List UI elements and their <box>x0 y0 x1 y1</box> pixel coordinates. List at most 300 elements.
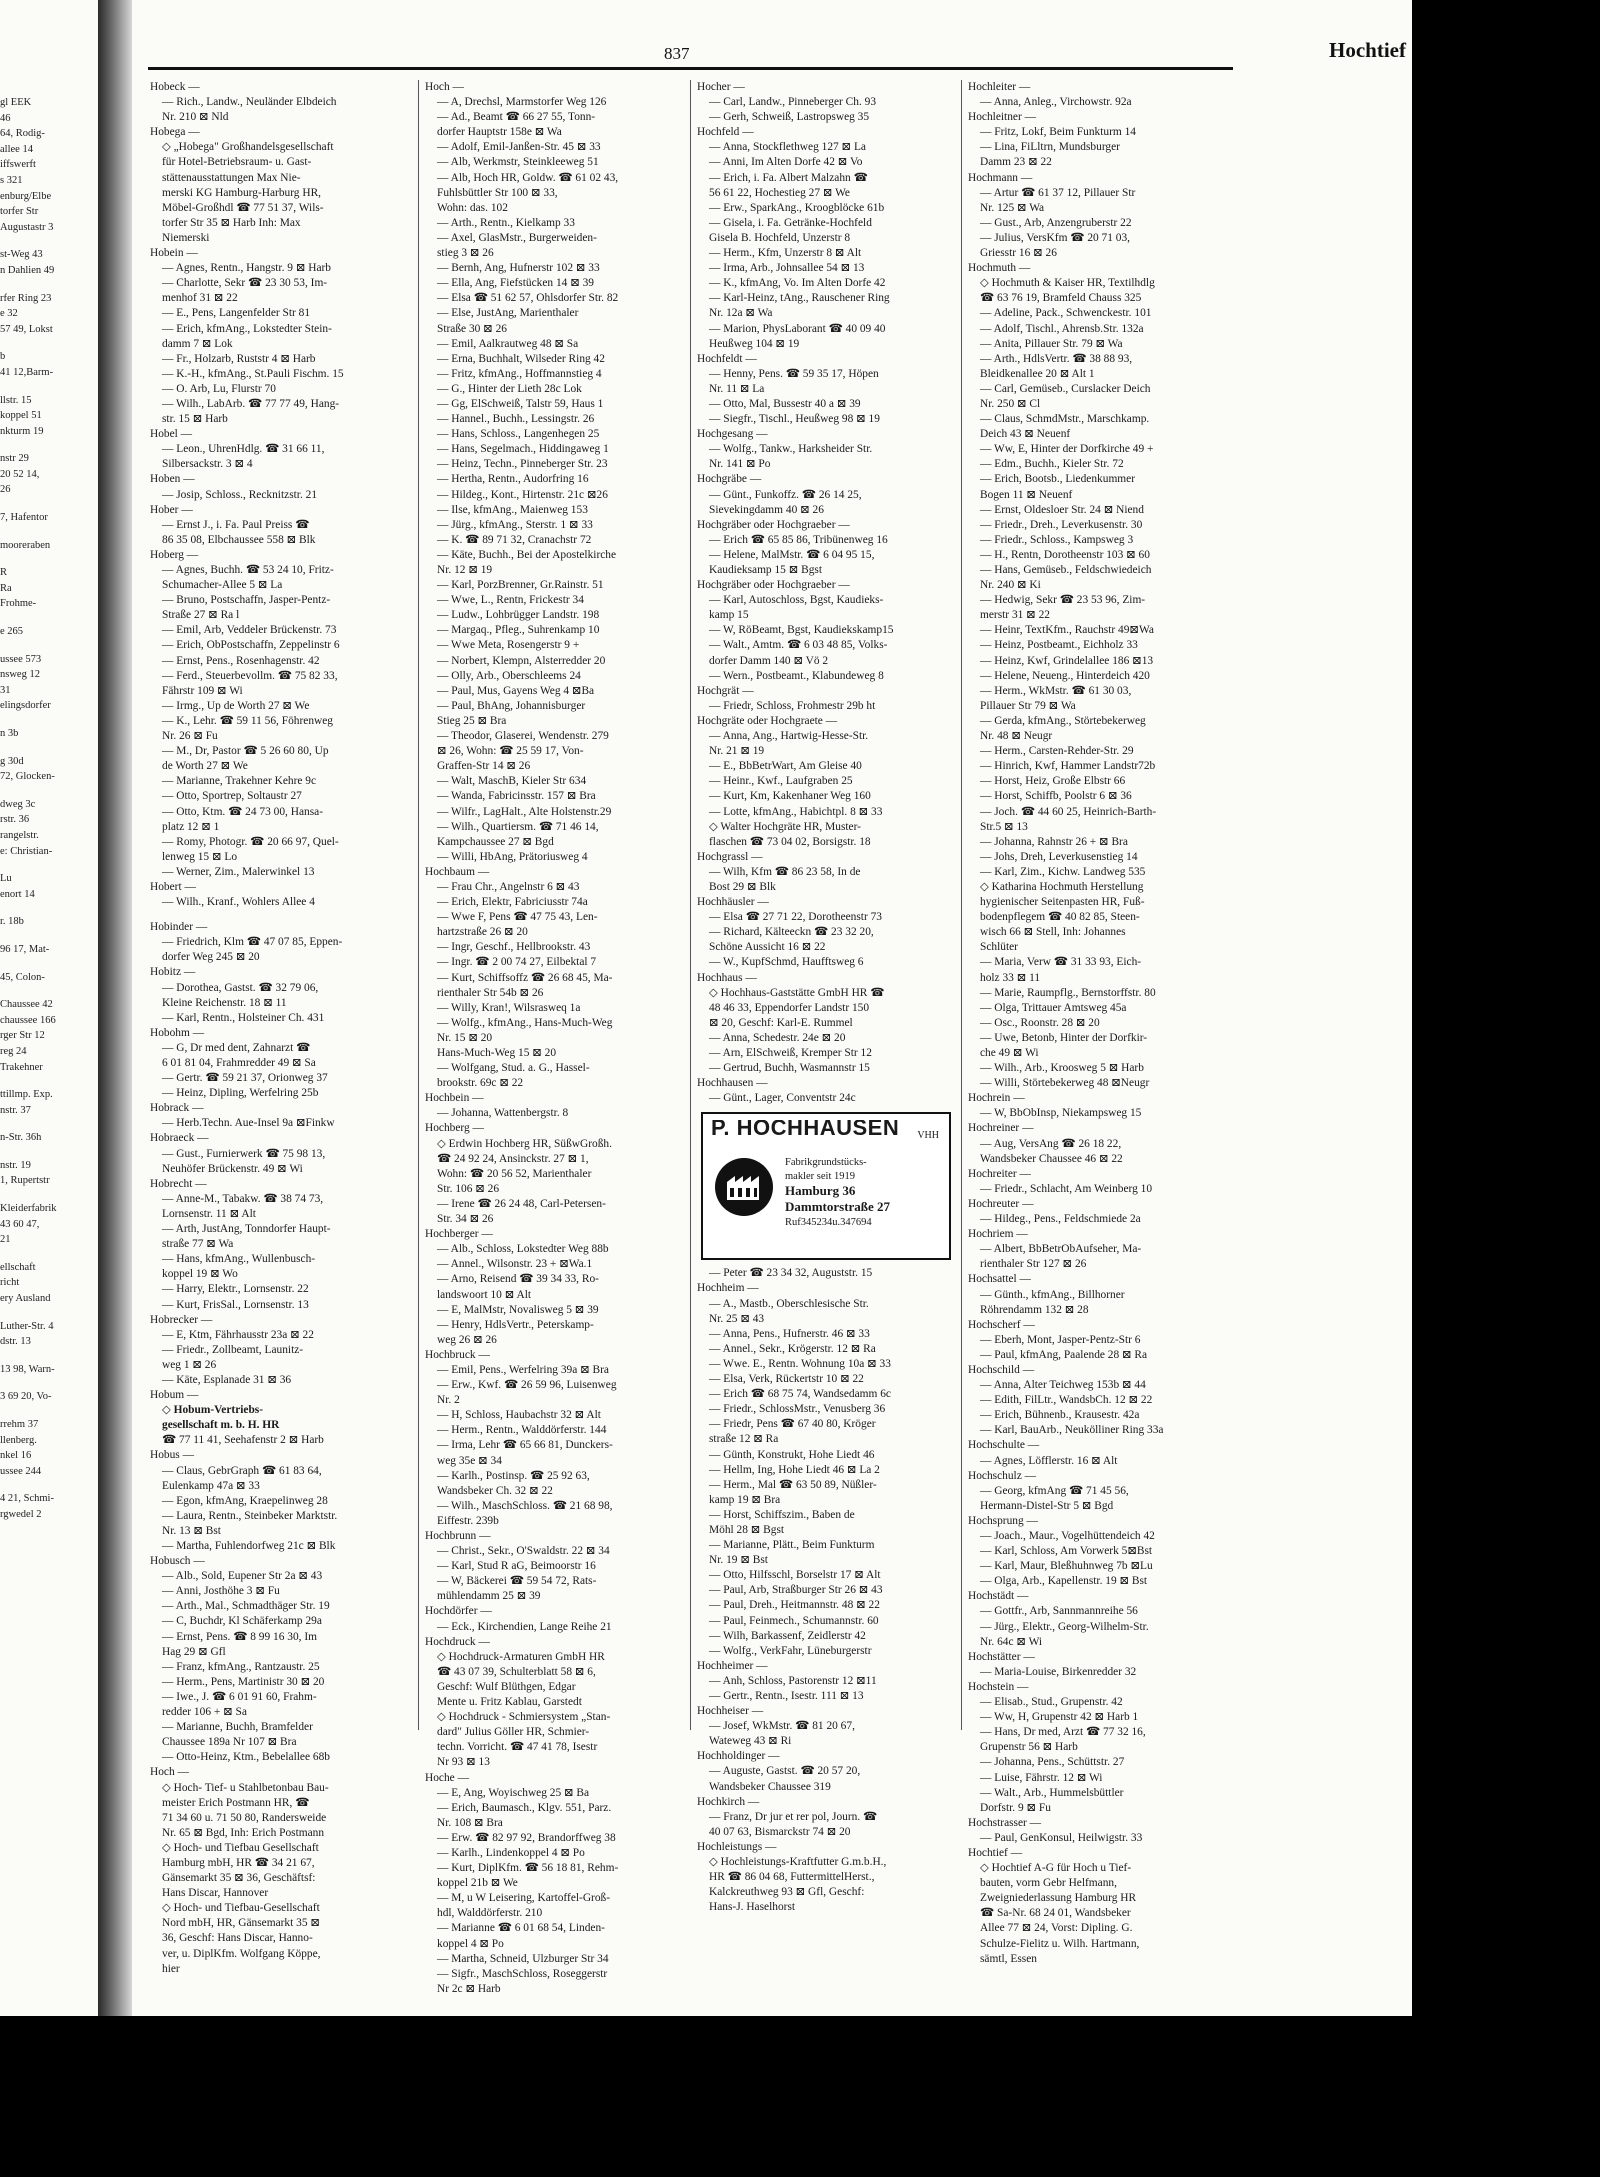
directory-entry: — Aug, VersAng ☎ 26 18 22, <box>980 1137 1122 1150</box>
directory-entry: — Wilfr., LagHalt., Alte Holstenstr.29 <box>437 805 612 818</box>
directory-entry: — Joach., Maur., Vogelhüttendeich 42 <box>980 1530 1155 1542</box>
left-page-line: 20 52 14, <box>0 468 40 480</box>
left-page-line <box>0 439 96 451</box>
left-page-line: 41 12,Barm- <box>0 366 54 378</box>
directory-entry: Allee 77 ⊠ 24, Vorst: Dipling. G. <box>980 1922 1133 1935</box>
directory-entry: ◇ Erdwin Hochberg HR, SüßwGroßh. <box>437 1137 612 1150</box>
spacer <box>150 910 412 920</box>
left-page-line: e 32 <box>0 308 18 320</box>
directory-entry: — Carl, Gemüseb., Curslacker Deich <box>980 382 1151 395</box>
directory-entry: Wateweg 43 ⊠ Ri <box>709 1735 792 1748</box>
directory-entry: — Adolf, Emil-Janßen-Str. 45 ⊠ 33 <box>437 141 601 154</box>
directory-entry: — M., Dr, Pastor ☎ 5 26 60 80, Up <box>162 745 329 758</box>
left-page-line <box>0 859 96 871</box>
directory-entry: ◇ Walter Hochgräte HR, Muster- <box>709 820 861 833</box>
directory-entry: — Ernst, Pens. ☎ 8 99 16 30, Im <box>162 1630 317 1643</box>
left-page-line: enort 14 <box>0 888 35 900</box>
directory-entry: — Friedr., Schlacht, Am Weinberg 10 <box>980 1182 1153 1195</box>
directory-entry: Nr. 48 ⊠ Neugr <box>980 730 1053 743</box>
directory-entry: — Jürg., Elektr., Georg-Wilhelm-Str. <box>980 1620 1149 1633</box>
directory-entry: — Friedr., Schloss., Kampsweg 3 <box>980 533 1134 546</box>
directory-entry: — Karl, Rentn., Holsteiner Ch. 431 <box>162 1011 325 1024</box>
surname-heading: Hochstrasser — <box>968 1816 1042 1829</box>
directory-entry: — Anna, Anleg., Virchowstr. 92a <box>980 96 1132 109</box>
directory-entry: — Helene, Neueng., Hinterdeich 420 <box>980 669 1150 682</box>
directory-entry: Nr. 25 ⊠ 43 <box>709 1312 765 1325</box>
directory-entry: — Theodor, Glaserei, Wendenstr. 279 <box>437 730 609 743</box>
directory-entry: meister Erich Postmann HR, ☎ <box>162 1796 310 1809</box>
directory-entry: — Wilh., Kranf., Wohlers Allee 4 <box>162 896 315 909</box>
directory-entry: — Arth., Rentn., Kielkamp 33 <box>437 216 575 229</box>
left-page-line: 31 <box>0 684 11 696</box>
directory-entry: 6 01 81 04, Frahmredder 49 ⊠ Sa <box>162 1057 316 1069</box>
left-page-line: Augustastr 3 <box>0 221 54 233</box>
directory-entry: — Christ., Sekr., O'Swaldstr. 22 ⊠ 34 <box>437 1545 610 1558</box>
directory-entry: Möhl 28 ⊠ Bgst <box>709 1523 785 1536</box>
directory-entry: — Gertr., Rentn., Isestr. 111 ⊠ 13 <box>709 1690 864 1702</box>
directory-entry: Nr. 64c ⊠ Wi <box>980 1635 1043 1648</box>
directory-entry: — Ernst J., i. Fa. Paul Preiss ☎ <box>162 518 310 531</box>
surname-heading: Hoch — <box>425 81 464 93</box>
surname-heading: Hochschild — <box>968 1363 1035 1376</box>
directory-entry: — Agnes, Löfflerstr. 16 ⊠ Alt <box>980 1454 1118 1467</box>
directory-entry: — Uwe, Betonb, Hinter der Dorfkir- <box>980 1031 1148 1044</box>
directory-entry: Nord mbH, HR, Gänsemarkt 35 ⊠ <box>162 1917 320 1930</box>
directory-entry: — Marianne, Trakehner Kehre 9c <box>162 775 317 788</box>
surname-heading: Hochgräber oder Hochgraeber — <box>697 579 850 592</box>
surname-heading: Hobinder — <box>150 921 208 934</box>
left-page-line <box>0 1350 96 1362</box>
directory-entry: — Ingr, Geschf., Hellbrookstr. 43 <box>437 941 591 954</box>
left-page-line <box>0 714 96 726</box>
directory-entry: Röhrendamm 132 ⊠ 28 <box>980 1303 1089 1316</box>
directory-entry: — Eck., Kirchendien, Lange Reihe 21 <box>437 1620 612 1633</box>
surname-heading: Hobel — <box>150 428 193 441</box>
directory-entry: — Karlh., Postinsp. ☎ 25 92 63, <box>437 1469 590 1482</box>
directory-entry: ◇ Hoch- und Tiefbau Gesellschaft <box>162 1841 319 1854</box>
directory-entry: — Emil, Aalkrautweg 48 ⊠ Sa <box>437 337 579 350</box>
directory-entry: — Erich, Baumasch., Klgv. 551, Parz. <box>437 1801 612 1814</box>
surname-heading: Hobrecht — <box>150 1177 207 1190</box>
directory-entry: — Herm., Carsten-Rehder-Str. 29 <box>980 745 1134 758</box>
directory-entry: — Norbert, Klempn, Alsterredder 20 <box>437 654 606 667</box>
left-page-line: Lu <box>0 873 12 885</box>
directory-entry: Str. 34 ⊠ 26 <box>437 1213 494 1226</box>
directory-entry: — Karl, PorzBrenner, Gr.Rainstr. 51 <box>437 579 604 592</box>
surname-heading: Hochdörfer — <box>425 1605 492 1618</box>
directory-entry: — Bernh, Ang, Hufnerstr 102 ⊠ 33 <box>437 262 600 275</box>
left-page-line <box>0 958 96 970</box>
directory-entry: — Arth., Mal., Schmadthäger Str. 19 <box>162 1600 330 1613</box>
ad-phone: Ruf345234u.347694 <box>785 1217 872 1229</box>
directory-entry: ⊠ 20, Geschf: Karl-E. Rummel <box>709 1016 853 1029</box>
left-page-line: nstr. 37 <box>0 1104 31 1116</box>
left-page-line: ery Ausland <box>0 1293 51 1305</box>
left-page-line: 64, Rodig- <box>0 128 45 140</box>
directory-entry: — Wwe Meta, Rosengerstr 9 + <box>437 639 580 652</box>
directory-entry: ◇ Katharina Hochmuth Herstellung <box>980 880 1144 893</box>
directory-entry: — O. Arb, Lu, Flurstr 70 <box>162 382 276 395</box>
directory-entry: — Axel, GlasMstr., Burgerweiden- <box>437 231 597 244</box>
directory-entry: — Eberh, Mont, Jasper-Pentz-Str 6 <box>980 1333 1141 1346</box>
directory-entry: wisch 66 ⊠ Stell, Inh: Johannes <box>980 926 1126 939</box>
directory-entry: — Ad., Beamt ☎ 66 27 55, Tonn- <box>437 111 596 124</box>
directory-entry: — Ferd., Steuerbevollm. ☎ 75 82 33, <box>162 669 338 682</box>
directory-entry: platz 12 ⊠ 1 <box>162 820 220 833</box>
left-page-line: s 321 <box>0 174 23 186</box>
left-page-line: llenberg. <box>0 1434 37 1446</box>
directory-entry: — Georg, kfmAng ☎ 71 45 56, <box>980 1484 1129 1497</box>
directory-entry: Straße 30 ⊠ 26 <box>437 322 507 335</box>
directory-column-3 <box>697 80 959 1915</box>
surname-heading: Hochhäusler — <box>697 896 769 909</box>
directory-entry: — Ilse, kfmAng., Maienweg 153 <box>437 503 588 516</box>
directory-entry: — C, Buchdr, Kl Schäferkamp 29a <box>162 1615 322 1628</box>
directory-entry: Nr. 12 ⊠ 19 <box>437 564 493 576</box>
left-page-line: n-Str. 36h <box>0 1132 42 1144</box>
directory-entry: — Karl, BauArb., Neukölliner Ring 33a <box>980 1424 1164 1437</box>
directory-entry: Nr. 240 ⊠ Ki <box>980 579 1041 592</box>
directory-entry: — Irene ☎ 26 24 48, Carl-Petersen- <box>437 1197 606 1210</box>
directory-entry: — Gottfr., Arb, Sannmannreihe 56 <box>980 1605 1138 1618</box>
directory-entry: ◇ Hochdruck-Armaturen GmbH HR <box>437 1650 605 1663</box>
directory-entry: — K., kfmAng, Vo. Im Alten Dorfe 42 <box>709 277 886 290</box>
directory-entry: menhof 31 ⊠ 22 <box>162 292 238 305</box>
surname-heading: Hobrack — <box>150 1102 204 1115</box>
directory-entry: — Annel., Sekr., Krögerstr. 12 ⊠ Ra <box>709 1342 876 1355</box>
directory-entry: Kampchaussee 27 ⊠ Bgd <box>437 835 554 848</box>
directory-entry: — G, Dr med dent, Zahnarzt ☎ <box>162 1041 311 1054</box>
left-page-line: iffswerft <box>0 159 36 171</box>
directory-entry: ◇ Hoch- Tief- u Stahlbetonbau Bau- <box>162 1781 329 1794</box>
left-page-line: 21 <box>0 1234 11 1246</box>
directory-column-1 <box>150 80 412 1977</box>
directory-entry: — Charlotte, Sekr ☎ 23 30 53, Im- <box>162 277 328 290</box>
surname-heading: Hochstätter — <box>968 1650 1035 1663</box>
directory-entry: hygienischer Seitenpasten HR, Fuß- <box>980 896 1145 909</box>
directory-entry: — Auguste, Gastst. ☎ 20 57 20, <box>709 1765 861 1778</box>
directory-entry: — Elsa, Verk, Rückertstr 10 ⊠ 22 <box>709 1373 864 1386</box>
directory-entry: 71 34 60 u. 71 50 80, Randersweide <box>162 1811 327 1824</box>
directory-entry: ◇ Hochdruck - Schmiersystem „Stan- <box>437 1711 611 1724</box>
surname-heading: Hochstein — <box>968 1680 1029 1693</box>
directory-entry: — Wilh, Barkassenf, Zeidlerstr 42 <box>709 1629 866 1642</box>
directory-entry: — Wolfg., VerkFahr, Lüneburgerstr <box>709 1644 872 1657</box>
directory-entry: — Erw., Kwf. ☎ 26 59 96, Luisenweg <box>437 1379 617 1392</box>
directory-entry: — Josef, WkMstr. ☎ 81 20 67, <box>709 1720 855 1733</box>
directory-entry: — Erich, Bühnenb., Krausestr. 42a <box>980 1409 1140 1422</box>
directory-entry: — Hinrich, Kwf, Hammer Landstr72b <box>980 760 1156 773</box>
left-page-line: mooreraben <box>0 539 51 551</box>
directory-entry: — Erich, i. Fa. Albert Malzahn ☎ <box>709 171 868 184</box>
directory-entry: — H, Schloss, Haubachstr 32 ⊠ Alt <box>437 1409 601 1422</box>
left-page-line: rgwedel 2 <box>0 1508 42 1520</box>
directory-entry: — Friedr., Zollbeamt, Launitz- <box>162 1343 304 1356</box>
directory-entry: — Anna, Ang., Hartwig-Hesse-Str. <box>709 730 869 743</box>
ad-line-1: Fabrikgrundstücks- <box>785 1157 867 1169</box>
surname-heading: Hochhausen — <box>697 1077 768 1090</box>
left-page-line <box>0 902 96 914</box>
directory-entry: che 49 ⊠ Wi <box>980 1047 1039 1059</box>
ad-company-name: P. HOCHHAUSEN <box>711 1120 900 1136</box>
left-page-line: n Dahlien 49 <box>0 264 55 276</box>
directory-entry: — Otto, Mal, Bussestr 40 a ⊠ 39 <box>709 397 861 410</box>
left-page-line: 7, Hafentor <box>0 512 48 524</box>
left-page-line: nstr 29 <box>0 453 29 465</box>
directory-entry: — Horst, Heiz, Große Elbstr 66 <box>980 775 1126 788</box>
directory-entry: — Heinz, Postbeamt., Eichholz 33 <box>980 639 1138 652</box>
directory-entry: — Herm., Kfm, Unzerstr 8 ⊠ Alt <box>709 247 862 260</box>
directory-entry: Heußweg 104 ⊠ 19 <box>709 337 800 350</box>
directory-entry: — Wern., Postbeamt., Klabundeweg 8 <box>709 669 884 682</box>
directory-entry: — Wilh., LabArb. ☎ 77 77 49, Hang- <box>162 397 340 410</box>
left-page-line: nsweg 12 <box>0 669 40 681</box>
surname-heading: Hochriem — <box>968 1228 1028 1241</box>
surname-heading: Hochhaus — <box>697 971 757 984</box>
directory-entry: — Adeline, Pack., Schwenckestr. 101 <box>980 307 1152 320</box>
directory-entry: 86 35 08, Elbchaussee 558 ⊠ Blk <box>162 533 316 546</box>
directory-entry: stieg 3 ⊠ 26 <box>437 247 494 260</box>
surname-heading: Hochgräbe — <box>697 473 762 486</box>
company-entry-bold: ◇ Hobum-Vertriebs- <box>162 1404 264 1417</box>
directory-entry: — Irma, Arb., Johnsallee 54 ⊠ 13 <box>709 262 865 275</box>
directory-entry: dard" Julius Göller HR, Schmier- <box>437 1726 590 1739</box>
left-page-line <box>0 612 96 624</box>
directory-entry: — Anna, Alter Teichweg 153b ⊠ 44 <box>980 1379 1146 1392</box>
directory-entry: — Wanda, Fabricinsstr. 157 ⊠ Bra <box>437 790 596 803</box>
company-entry-bold: gesellschaft m. b. H. HR <box>162 1419 280 1432</box>
directory-entry: — Maria, Verw ☎ 31 33 93, Eich- <box>980 956 1142 969</box>
scan-border-bottom <box>0 2016 1600 2177</box>
left-page-line <box>0 235 96 247</box>
directory-entry: — Günt., Lager, Conventstr 24c <box>709 1092 856 1105</box>
directory-entry: — Annel., Wilsonstr. 23 + ⊠Wa.1 <box>437 1258 593 1271</box>
surname-heading: Hochreiner — <box>968 1122 1034 1135</box>
directory-entry: — Julius, VersKfm ☎ 20 71 03, <box>980 231 1131 244</box>
directory-entry: — Wilh., Quartiersm. ☎ 71 46 14, <box>437 820 599 833</box>
directory-entry: — Gust., Furnierwerk ☎ 75 98 13, <box>162 1147 326 1160</box>
surname-heading: Hochfeld — <box>697 126 754 139</box>
directory-entry: — Erich, Bootsb., Liedenkummer <box>980 473 1136 486</box>
left-page-line <box>0 640 96 652</box>
directory-entry: — Hannel., Buchh., Lessingstr. 26 <box>437 413 595 426</box>
directory-entry: — Luise, Fährstr. 12 ⊠ Wi <box>980 1771 1103 1784</box>
left-page-line <box>0 1377 96 1389</box>
directory-entry: Eulenkamp 47a ⊠ 33 <box>162 1479 260 1492</box>
directory-entry: — Anita, Pillauer Str. 79 ⊠ Wa <box>980 337 1123 350</box>
left-page-line: elingsdorfer <box>0 700 51 712</box>
directory-entry: — Wolfgang, Stud. a. G., Hassel- <box>437 1062 590 1075</box>
directory-entry: — Maria-Louise, Birkenredder 32 <box>980 1665 1137 1678</box>
directory-entry: Str.5 ⊠ 13 <box>980 820 1028 833</box>
directory-entry: — Anni, Josthöhe 3 ⊠ Fu <box>162 1585 280 1598</box>
left-page-line: rangelstr. <box>0 829 39 841</box>
directory-entry: — Bruno, Postschaffn, Jasper-Pentz- <box>162 594 331 607</box>
left-page-line <box>0 1189 96 1201</box>
directory-entry: — Olga, Arb., Kapellenstr. 19 ⊠ Bst <box>980 1575 1148 1588</box>
directory-entry: — W, RöBeamt, Bgst, Kaudiekskamp15 <box>709 624 894 637</box>
left-page-line: e 265 <box>0 626 24 638</box>
directory-entry: — Alb., Sold, Eupener Str 2a ⊠ 43 <box>162 1570 323 1583</box>
directory-entry: — Josip, Schloss., Recknitzstr. 21 <box>162 488 318 501</box>
directory-entry: — Marianne, Plätt., Beim Funkturm <box>709 1539 875 1552</box>
left-page-line <box>0 553 96 565</box>
left-page-line: 72, Glocken- <box>0 771 55 783</box>
surname-heading: Hochgräte oder Hochgraete — <box>697 714 838 727</box>
directory-entry: — Karl, Stud R aG, Beimoorstr 16 <box>437 1560 596 1573</box>
directory-entry: Nr. 108 ⊠ Bra <box>437 1816 503 1829</box>
surname-heading: Hochmuth — <box>968 262 1031 275</box>
directory-entry: 36, Geschf: Hans Discar, Hanno- <box>162 1932 313 1945</box>
directory-entry: — Joch. ☎ 44 60 25, Heinrich-Barth- <box>980 805 1157 818</box>
left-page-line: 96 17, Mat- <box>0 943 50 955</box>
directory-entry: HR ☎ 86 04 68, FuttermittelHerst., <box>709 1871 875 1884</box>
directory-entry: — Irmg., Up de Worth 27 ⊠ We <box>162 699 310 712</box>
directory-entry: Nr 93 ⊠ 13 <box>437 1756 490 1769</box>
directory-entry: — Wwe, L., Rentn, Frickestr 34 <box>437 594 584 607</box>
directory-entry: — Johanna, Wattenbergstr. 8 <box>437 1107 569 1120</box>
left-page-line: nstr. 19 <box>0 1159 31 1171</box>
directory-entry: — Laura, Rentn., Steinbeker Marktstr. <box>162 1509 338 1522</box>
surname-heading: Hochkirch — <box>697 1795 760 1808</box>
surname-heading: Hobert — <box>150 880 196 893</box>
directory-entry: — Edith, FilLtr., WandsbCh. 12 ⊠ 22 <box>980 1394 1153 1407</box>
directory-entry: sämtl, Essen <box>980 1952 1037 1965</box>
directory-entry: — Emil, Arb, Veddeler Brückenstr. 73 <box>162 624 337 637</box>
surname-heading: Hochstädt — <box>968 1590 1029 1603</box>
directory-entry: — Karl-Heinz, tAng., Rauschener Ring <box>709 292 890 305</box>
directory-entry: 48 46 33, Eppendorfer Landstr 150 <box>709 1001 870 1014</box>
directory-entry: — Heinz, Dipling, Werfelring 25b <box>162 1087 319 1100</box>
directory-entry: koppel 21b ⊠ We <box>437 1877 518 1890</box>
directory-entry: — Alb, Werkmstr, Steinkleeweg 51 <box>437 156 599 169</box>
directory-entry: ☎ Sa-Nr. 68 24 01, Wandsbeker <box>980 1907 1131 1920</box>
left-page-line: ellschaft <box>0 1261 36 1273</box>
directory-entry: — Horst, Schiffb, Poolstr 6 ⊠ 36 <box>980 790 1132 803</box>
directory-entry: Straße 27 ⊠ Ra l <box>162 609 240 622</box>
directory-entry: — Erna, Buchhalt, Wilseder Ring 42 <box>437 352 605 365</box>
directory-entry: — Gisela, i. Fa. Getränke-Hochfeld <box>709 216 872 229</box>
directory-entry: — Hildeg., Pens., Feldschmiede 2a <box>980 1213 1141 1226</box>
directory-entry: — Anni, Im Alten Dorfe 42 ⊠ Vo <box>709 156 863 169</box>
directory-entry: — Kurt, DiplKfm. ☎ 56 18 81, Rehm- <box>437 1862 619 1875</box>
surname-heading: Hochtief — <box>968 1846 1023 1859</box>
directory-entry: — Claus, SchmdMstr., Marschkamp. <box>980 413 1150 426</box>
directory-entry: — Marie, Raumpflg., Bernstorffstr. 80 <box>980 986 1156 999</box>
directory-entry: — E., BbBetrWart, Am Gleise 40 <box>709 760 862 773</box>
directory-entry: — Otto-Heinz, Ktm., Bebelallee 68b <box>162 1751 330 1764</box>
surname-heading: Hochsprung — <box>968 1514 1038 1527</box>
left-page-line <box>0 785 96 797</box>
directory-entry: Fuhlsbüttler Str 100 ⊠ 33, <box>437 186 558 199</box>
directory-entry: — Franz, Dr jur et rer pol, Journ. ☎ <box>709 1810 878 1823</box>
surname-heading: Hochleiter — <box>968 81 1031 93</box>
directory-entry: — Hans, Dr med, Arzt ☎ 77 32 16, <box>980 1726 1146 1739</box>
directory-entry: — Anne-M., Tabakw. ☎ 38 74 73, <box>162 1192 324 1205</box>
directory-entry: — K.-H., kfmAng., St.Pauli Fischm. 15 <box>162 367 344 380</box>
left-page-line: rger Str 12 <box>0 1030 45 1042</box>
surname-heading: Hochgrassl — <box>697 850 763 863</box>
directory-entry: — Herm., Mal ☎ 63 50 89, Nüßler- <box>709 1478 877 1491</box>
directory-entry: — Gerda, kfmAng., Störtebekerweg <box>980 714 1146 727</box>
left-page-line: 4 21, Schmi- <box>0 1493 54 1505</box>
directory-entry: — Gg, ElSchweiß, Talstr 59, Haus 1 <box>437 397 604 410</box>
directory-entry: — Willi, HbAng, Prätoriusweg 4 <box>437 850 588 863</box>
directory-entry: — Friedr, Pens ☎ 67 40 80, Kröger <box>709 1418 876 1431</box>
directory-entry: Stieg 25 ⊠ Bra <box>437 714 507 727</box>
left-page-line <box>0 1248 96 1260</box>
directory-entry: — Hans, Gemüseb., Feldschwiedeich <box>980 564 1152 576</box>
directory-entry: — K. ☎ 89 71 32, Cranachstr 72 <box>437 533 592 546</box>
directory-entry: — Frau Chr., Angelnstr 6 ⊠ 43 <box>437 880 580 893</box>
left-page-line: 57 49, Lokst <box>0 323 53 335</box>
directory-entry: — Arth, JustAng, Tonndorfer Haupt- <box>162 1223 331 1236</box>
left-page-line <box>0 279 96 291</box>
directory-entry: — Hertha, Rentn., Audorfring 16 <box>437 473 589 486</box>
directory-entry: stättenausstattungen Max Nie- <box>162 171 301 184</box>
ad-line-2: makler seit 1919 <box>785 1171 855 1183</box>
left-page-line: st-Weg 43 <box>0 249 43 261</box>
left-page-line <box>0 930 96 942</box>
directory-entry: — Otto, Ktm. ☎ 24 73 00, Hansa- <box>162 805 323 818</box>
running-head: Hochtief <box>1329 38 1406 62</box>
directory-entry: Nr. 141 ⊠ Po <box>709 458 771 471</box>
directory-entry: — Otto, Hilfsschl, Borselstr 17 ⊠ Alt <box>709 1569 881 1582</box>
directory-entry: — Günt., Funkoffz. ☎ 26 14 25, <box>709 488 862 501</box>
surname-heading: Hochmann — <box>968 171 1033 184</box>
directory-entry: straße 77 ⊠ Wa <box>162 1238 234 1251</box>
left-page-line: nkel 16 <box>0 1450 32 1462</box>
directory-entry: — Günth, Konstrukt, Hohe Liedt 46 <box>709 1448 875 1461</box>
surname-heading: Hobega — <box>150 126 200 139</box>
column-divider <box>961 80 962 1730</box>
directory-entry: — Heinz, Kwf, Grindelallee 186 ⊠13 <box>980 654 1154 667</box>
surname-heading: Hoben — <box>150 473 195 486</box>
directory-entry: — Ww, E, Hinter der Dorfkirche 49 + <box>980 443 1154 456</box>
directory-entry: — Anna, Pens., Hufnerstr. 46 ⊠ 33 <box>709 1327 870 1340</box>
directory-entry: — Else, JustAng, Marienthaler <box>437 307 579 320</box>
left-page-line: Frohme- <box>0 598 37 610</box>
directory-entry: merski KG Hamburg-Harburg HR, <box>162 186 322 199</box>
directory-entry: ⊠ 26, Wohn: ☎ 25 59 17, Von- <box>437 745 584 758</box>
directory-entry: — A, Drechsl, Marmstorfer Weg 126 <box>437 96 607 109</box>
directory-entry: Mente u. Fritz Kablau, Garstedt <box>437 1696 582 1709</box>
directory-entry: — Herm., Rentn., Walddörferstr. 144 <box>437 1424 607 1437</box>
directory-entry: redder 106 + ⊠ Sa <box>162 1706 247 1719</box>
directory-entry: — Elisab., Stud., Grupenstr. 42 <box>980 1696 1123 1709</box>
directory-entry: Wohn: das. 102 <box>437 201 508 214</box>
directory-entry: — Willi, Störtebekerweg 48 ⊠Neugr <box>980 1077 1150 1090</box>
directory-entry: ☎ 63 76 19, Bramfeld Chauss 325 <box>980 292 1142 305</box>
directory-entry: — Agnes, Buchh. ☎ 53 24 10, Fritz- <box>162 564 334 576</box>
directory-entry: — Agnes, Rentn., Hangstr. 9 ⊠ Harb <box>162 262 331 275</box>
directory-entry: Grupenstr 56 ⊠ Harb <box>980 1741 1078 1754</box>
directory-entry: — Claus, GebrGraph ☎ 61 83 64, <box>162 1464 322 1477</box>
directory-entry: — Lotte, kfmAng., Habichtpl. 8 ⊠ 33 <box>709 805 883 818</box>
ad-city: Hamburg 36 <box>785 1184 856 1199</box>
page-number: 837 <box>664 44 690 63</box>
directory-entry: — Friedrich, Klm ☎ 47 07 85, Eppen- <box>162 936 343 949</box>
directory-entry: — Ludw., Lohbrügger Landstr. 198 <box>437 609 600 622</box>
left-page-line: Ra <box>0 582 12 594</box>
directory-entry: ☎ 43 07 39, Schulterblatt 58 ⊠ 6, <box>437 1665 596 1678</box>
directory-entry: ◇ Hochtief A-G für Hoch u Tief- <box>980 1862 1132 1875</box>
directory-entry: Schumacher-Allee 5 ⊠ La <box>162 579 283 592</box>
ad-street: Dammtorstraße 27 <box>785 1200 891 1215</box>
directory-entry: — Iwe., J. ☎ 6 01 91 60, Frahm- <box>162 1690 317 1703</box>
directory-entry: flaschen ☎ 73 04 02, Borsigstr. 18 <box>709 835 871 848</box>
directory-entry: Gänsemarkt 35 ⊠ 36, Geschäftsf: <box>162 1872 316 1885</box>
